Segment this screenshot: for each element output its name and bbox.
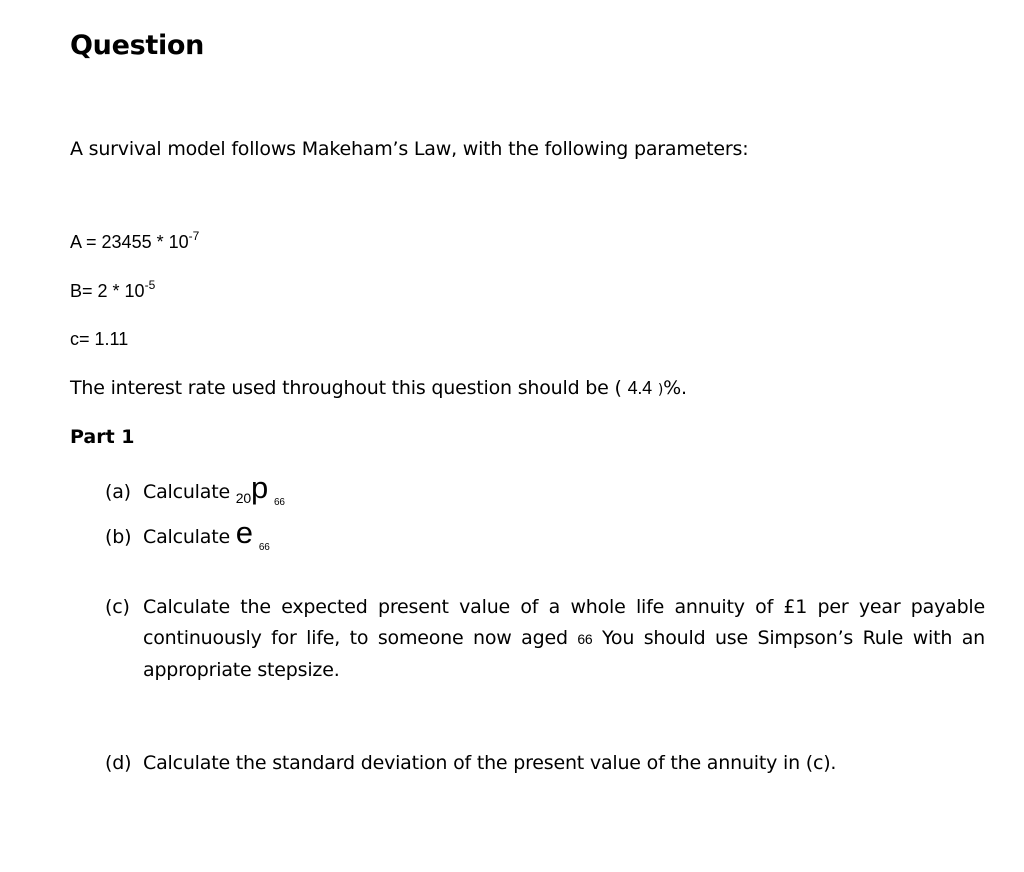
interest-rate-value: 4.4 xyxy=(627,378,652,398)
param-a-exponent: -7 xyxy=(188,229,200,243)
param-b-label: B= xyxy=(70,281,98,301)
intro-text: A survival model follows Makeham’s Law, with the following parameters: xyxy=(70,138,749,160)
item-d xyxy=(105,752,836,774)
item-b-label: (b) xyxy=(105,526,132,548)
item-b-right-subscript: 66 xyxy=(258,542,270,553)
item-c xyxy=(105,592,985,686)
item-c-paragraph xyxy=(143,592,985,686)
interest-suffix: %. xyxy=(663,377,687,399)
param-b xyxy=(70,278,156,302)
param-a-value: 23455 * 10 xyxy=(101,232,189,252)
param-a xyxy=(70,229,200,253)
item-c-text-1: Calculate the expected present value of a whole life annuity of £1 per year payable continuously for life, to someone now aged xyxy=(143,596,985,649)
interest-close-paren: ) xyxy=(657,382,664,398)
item-d-text: Calculate the standard deviation of the present value of the annuity in (c). xyxy=(143,752,837,774)
item-b xyxy=(105,515,270,553)
param-b-exponent: -5 xyxy=(144,278,156,292)
item-c-age: 66 xyxy=(577,631,593,647)
item-a-text: Calculate xyxy=(143,481,236,503)
param-c xyxy=(70,329,128,350)
item-b-symbol: e xyxy=(235,515,253,550)
item-a-left-subscript: 20 xyxy=(235,490,251,506)
item-c-text-2: You should use Simpson’s Rule with an appropriate stepsize. xyxy=(143,627,985,681)
interest-prefix: The interest rate used throughout this question should be ( xyxy=(70,377,622,399)
param-b-value: 2 * 10 xyxy=(97,281,145,301)
question-heading: Question xyxy=(70,30,205,61)
param-a-label: A = xyxy=(70,232,102,252)
item-a-label: (a) xyxy=(105,481,131,503)
item-b-text: Calculate xyxy=(143,526,236,548)
item-d-label: (d) xyxy=(105,752,132,774)
interest-rate-line xyxy=(70,377,687,399)
part-title: Part 1 xyxy=(70,426,135,448)
item-a xyxy=(105,470,285,508)
item-a-symbol: p xyxy=(250,470,269,505)
item-a-right-subscript: 66 xyxy=(274,497,285,508)
param-c-label: c= xyxy=(70,329,95,349)
item-c-label: (c) xyxy=(105,596,130,618)
param-c-value: 1.11 xyxy=(94,329,129,349)
